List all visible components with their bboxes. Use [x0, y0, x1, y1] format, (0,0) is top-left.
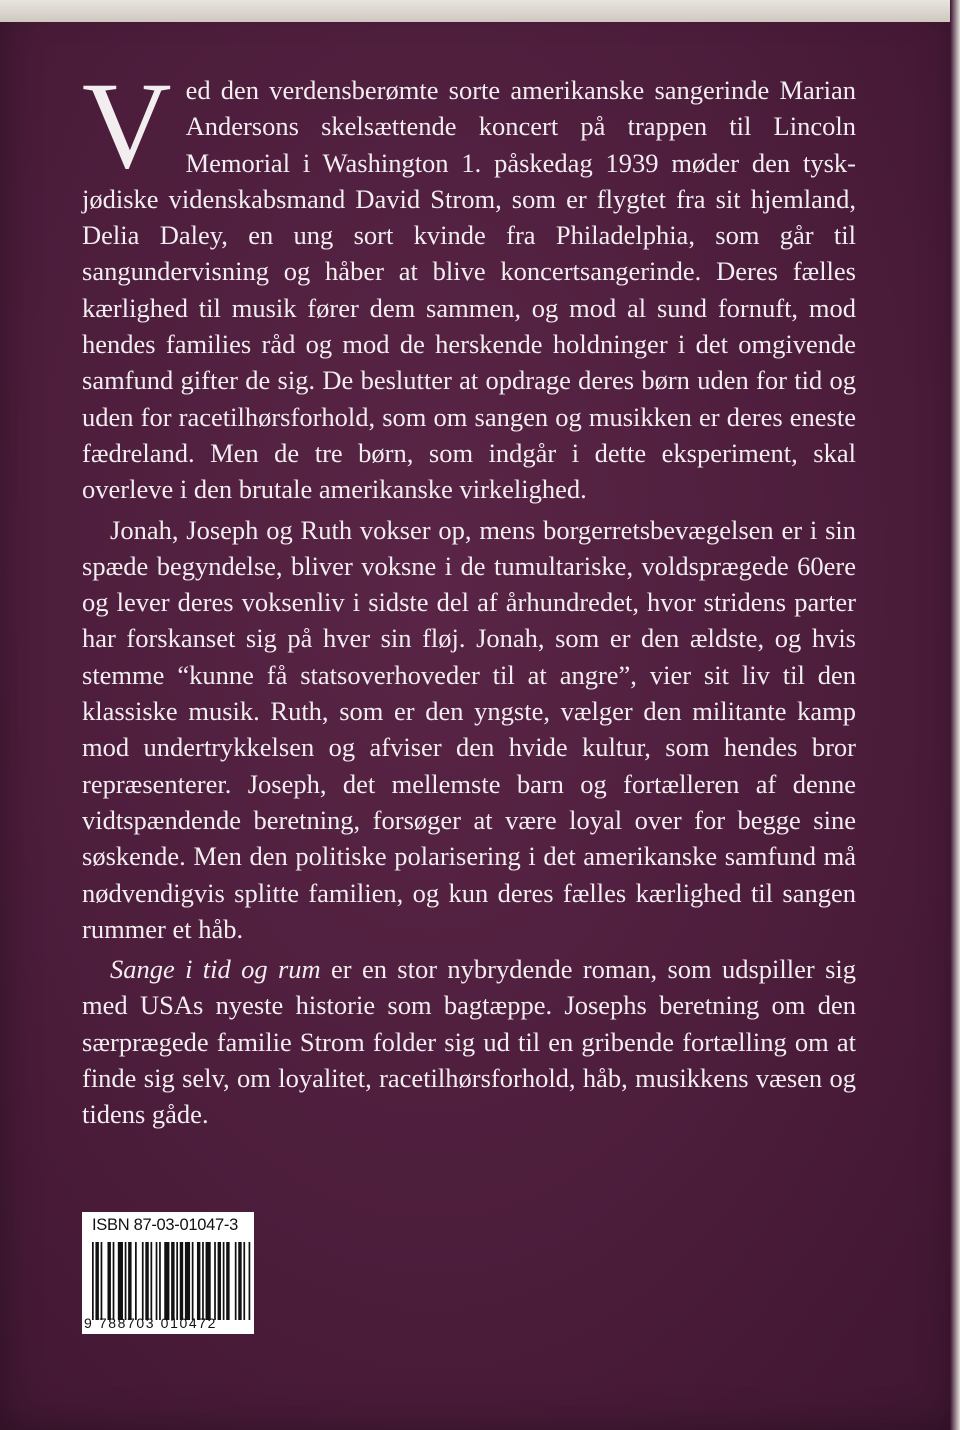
- barcode-bar-12: [156, 1242, 158, 1320]
- barcode-bar-8: [135, 1242, 137, 1320]
- paragraph-1-text: ed den verdensberømte sorte amerikanske sangerinde Marian Andersons skelsættende koncert på trappen til Lincoln Memorial i Washington 1. påskedag 1939 møder den tysk-jødiske videnskabsmand David Strom, som er flygtet fra sit hjemland, Delia Daley, en ung sort kvinde fra Philadelphia, som går til sangundervisning og håber at blive koncertsangerinde. Deres fælles kærlighed til musik fører dem sammen, og mod al sund fornuft, mod hendes families råd og mod de herskende holdninger i det omgivende samfund gifter de sig. De beslutter at opdrage deres børn uden for tid og uden for racetilhørsforhold, som om sangen og musikken er deres eneste fædreland. Men de tre børn, som indgår i dette eksperiment, skal overleve i den brutale amerikanske virkelighed.: [82, 75, 856, 505]
- book-title-italic: Sange i tid og rum: [110, 954, 321, 985]
- isbn-text: ISBN 87-03-01047-3: [92, 1216, 238, 1234]
- blurb-paragraph-2: Jonah, Joseph og Ruth vokser op, mens borgerretsbevægelsen er i sin spæde begyndelse, bliver voksne i de tumultariske, voldsprægede 60ere og lever deres voksenliv i sidste del af århundredet, hvor stridens parter har forskanset sig på hver sin fløj. Jonah, som er den ældste, og hvis stemme “kunne få statsoverhoveder til at angre”, vier sit liv til den klassiske musik. Ruth, som er den yngste, vælger den militante kamp mod undertrykkelsen og afviser den hvide kultur, som hendes bror repræsenterer. Joseph, det mellemste barn og fortælleren af denne vidtspændende beretning, forsøger at være loyal over for begge sine søskende. Men den politiske polarisering i det amerikanske samfund må nødvendigvis splitte familien, og kun deres fælles kærlighed til sangen rummer et håb.: [82, 514, 856, 944]
- barcode-bar-6: [125, 1242, 127, 1320]
- barcode-bar-29: [243, 1242, 245, 1320]
- barcode-bar-18: [185, 1242, 190, 1320]
- barcode-bar-2: [101, 1242, 103, 1320]
- barcode-bars: [92, 1242, 252, 1320]
- barcode-bar-21: [202, 1242, 204, 1320]
- barcode-bar-20: [197, 1242, 200, 1320]
- barcode-bar-22: [206, 1242, 211, 1320]
- barcode-bar-13: [159, 1242, 161, 1320]
- barcode-bar-11: [150, 1242, 152, 1320]
- blurb-paragraph-3: [82, 951, 856, 1132]
- barcode-bar-3: [107, 1242, 110, 1320]
- barcode-bar-10: [145, 1242, 148, 1320]
- blurb-paragraph-1: [82, 57, 856, 508]
- barcode-bar-15: [171, 1242, 174, 1320]
- paragraph-3-text: er en stor nybrydende roman, som udspiller sig med USAs nyeste historie som bagtæppe. Josephs beretning om den særprægede familie Strom folder sig ud til en gribende fortælling om at finde sig selv, om loyalitet, racetilhørsforhold, håb, musikkens væsen og tidens gåde.: [82, 954, 856, 1130]
- barcode-bar-23: [214, 1242, 216, 1320]
- barcode-digits: 9 788703 010472: [84, 1315, 217, 1331]
- barcode-bar-28: [238, 1242, 241, 1320]
- drop-cap: V: [82, 57, 172, 194]
- barcode-bar-27: [235, 1242, 237, 1320]
- barcode-bar-9: [142, 1242, 144, 1320]
- barcode-bar-30: [249, 1242, 251, 1320]
- barcode-bar-16: [176, 1242, 178, 1320]
- page-edge-top: [0, 0, 960, 22]
- barcode-bar-24: [218, 1242, 221, 1320]
- barcode-bar-0: [92, 1242, 94, 1320]
- barcode-bar-26: [226, 1242, 229, 1320]
- barcode-label: [82, 1212, 254, 1334]
- barcode-bar-19: [192, 1242, 194, 1320]
- barcode-bar-5: [118, 1242, 123, 1320]
- barcode-bar-25: [223, 1242, 225, 1320]
- page-edge-right: [950, 0, 960, 1430]
- barcode-bar-4: [113, 1242, 115, 1320]
- barcode-bar-14: [164, 1242, 169, 1320]
- barcode-bar-7: [128, 1242, 131, 1320]
- barcode-bar-1: [95, 1242, 98, 1320]
- blurb-text: [82, 57, 856, 1133]
- barcode-bar-17: [180, 1242, 183, 1320]
